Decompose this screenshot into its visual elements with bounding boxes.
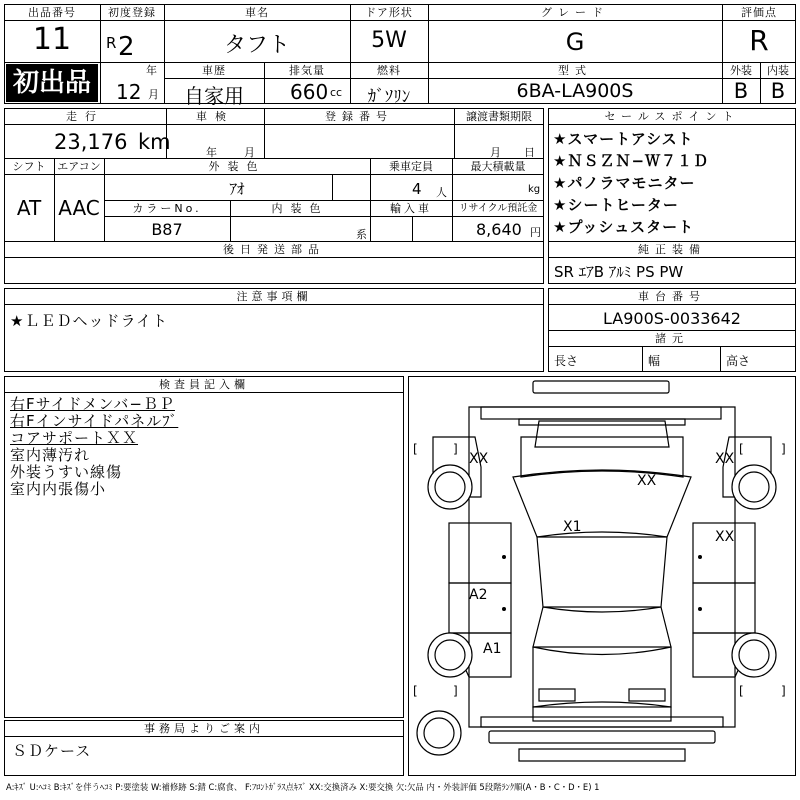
damage-diagram	[408, 376, 796, 776]
inspector-label: 検査員記入欄	[159, 378, 249, 391]
air-conditioner: AAC	[58, 196, 100, 220]
bracket: [	[739, 684, 744, 698]
sales-point-item: ★シートヒーター	[553, 196, 679, 214]
sales-point-item: ★プッシュスタート	[553, 218, 695, 236]
model-code: 6BA-LA900S	[516, 80, 634, 102]
door-label: ドア形状	[365, 6, 413, 19]
fuel: ｶﾞｿﾘﾝ	[367, 87, 411, 107]
sales-point-item: ★ＮＳＺＮ−Ｗ７１Ｄ	[553, 152, 710, 170]
capacity-unit: 人	[436, 186, 447, 199]
inspector-line: 外装うすい線傷	[10, 463, 123, 481]
capacity-label: 乗車定員	[389, 160, 433, 173]
fuel-label: 燃料	[377, 64, 401, 77]
inspector-line: 室内薄汚れ	[10, 446, 91, 464]
model-label: 型式	[558, 64, 592, 77]
first-listing-badge: 初出品	[6, 64, 98, 102]
notes: ★ＬＥＤヘッドライト	[10, 312, 168, 330]
recycle-unit: 円	[530, 226, 541, 239]
max-load-label: 最大積載量	[470, 160, 526, 173]
mileage: 23,176	[54, 130, 128, 154]
inspection-month-unit: 月	[244, 146, 255, 159]
inspection-label: 車検	[196, 110, 234, 123]
damage-mark: XX	[715, 529, 735, 545]
displacement-unit: cc	[330, 86, 343, 99]
damage-mark: XX	[637, 473, 657, 489]
color-number-label: カラーNo.	[132, 202, 202, 215]
exterior-label: 外装	[730, 64, 752, 77]
lot-number-label: 出品番号	[28, 6, 76, 19]
exterior-grade: B	[733, 79, 749, 103]
import-label: 輸入車	[390, 202, 432, 215]
width-label: 幅	[648, 354, 661, 368]
history-label: 車歴	[202, 64, 226, 77]
exterior-color-label: 外装色	[208, 160, 266, 173]
damage-mark: XX	[469, 451, 489, 467]
car-name-label: 車名	[245, 6, 269, 19]
inspector-line: コアサポートＸＸ	[10, 429, 139, 447]
recycle-deposit: 8,640	[476, 220, 522, 239]
first-registration-label: 初度登録	[108, 6, 156, 19]
bracket: [	[739, 442, 744, 456]
height-label: 高さ	[726, 354, 751, 368]
displacement-label: 排気量	[289, 64, 325, 77]
sales-point-item: ★スマートアシスト	[553, 130, 694, 148]
inspector-line: 室内内張傷小	[10, 480, 107, 498]
equipment-label: 純正装備	[638, 243, 706, 256]
damage-mark: A1	[483, 641, 502, 657]
office-note: ＳＤケース	[12, 742, 92, 760]
month-unit: 月	[148, 88, 159, 101]
plate-label: 登録番号	[325, 110, 393, 123]
interior-label: 内装	[767, 64, 789, 77]
history: 自家用	[184, 84, 244, 108]
car-name: タフト	[223, 33, 290, 58]
transfer-day: 日	[524, 146, 535, 159]
interior-color-label: 内装色	[271, 202, 329, 215]
shift: AT	[16, 196, 42, 220]
length-label: 長さ	[554, 354, 579, 368]
shift-label: シフト	[12, 160, 46, 173]
door-type: 5W	[371, 28, 407, 53]
damage-mark: XX	[715, 451, 735, 467]
damage-mark: A2	[469, 587, 488, 603]
bracket: ]	[781, 442, 786, 456]
transfer-deadline-label: 譲渡書類期限	[466, 110, 532, 123]
score: R	[749, 24, 769, 57]
interior-color-unit: 系	[356, 228, 367, 241]
chassis-label: 車台番号	[638, 290, 706, 303]
dims-label: 諸元	[655, 332, 689, 345]
office-label: 事務局よりご案内	[144, 722, 264, 735]
exterior-color: ｱｵ	[229, 180, 245, 198]
inspection-year-unit: 年	[206, 146, 217, 159]
ac-label: エアコン	[57, 160, 101, 173]
notes-label: 注意事項欄	[236, 290, 312, 303]
chassis-number: LA900S-0033642	[603, 309, 741, 328]
legend: A:ｷｽﾞ U:ﾍｺﾐ B:ｷｽﾞを伴うﾍｺﾐ P:要塗装 W:補修跡 S:錆 C:腐食、 F:ﾌﾛﾝﾄｶﾞﾗｽ点ｷｽﾞ XX:交換済み X:要交換 欠:欠品 内・外装評価 5段階ﾗﾝｸ順(A・B・C・D・E) 1	[6, 782, 600, 792]
registration-month: 12	[116, 80, 142, 104]
bracket: ]	[781, 684, 786, 698]
grade-label: グレード	[541, 6, 609, 19]
transfer-month: 月	[490, 146, 501, 159]
sales-point-list	[553, 128, 709, 238]
color-number: B87	[151, 220, 183, 239]
mileage-label: 走行	[66, 110, 104, 123]
inspector-line: 右Fインサイドパネルﾌﾞ	[10, 412, 179, 430]
mileage-unit: km	[138, 130, 171, 154]
grade: G	[565, 28, 585, 56]
bracket: [	[413, 684, 418, 698]
bracket: ]	[453, 684, 458, 698]
max-load-unit: kg	[528, 184, 541, 195]
capacity: 4	[412, 180, 422, 198]
inspector-notes	[10, 396, 178, 498]
lot-number: 11	[32, 22, 72, 57]
interior-grade: B	[770, 79, 786, 103]
later-parts-label: 後日発送部品	[223, 243, 325, 256]
damage-mark: X1	[563, 519, 582, 535]
registration-year: 2	[118, 32, 135, 62]
era: R	[106, 34, 117, 52]
displacement: 660	[290, 80, 329, 104]
sales-point-item: ★パノラマモニター	[553, 174, 696, 192]
bracket: [	[413, 442, 418, 456]
bracket: ]	[453, 442, 458, 456]
year-unit: 年	[146, 64, 157, 77]
recycle-label: リサイクル預託金	[458, 203, 538, 214]
inspector-line: 右Fサイドメンバ−ＢＰ	[10, 395, 175, 413]
sales-point-label: セールスポイント	[604, 110, 740, 123]
car-diagram	[409, 377, 795, 775]
equipment: SR ｴｱB ｱﾙﾐ PS PW	[554, 263, 684, 281]
score-label: 評価点	[741, 6, 777, 19]
